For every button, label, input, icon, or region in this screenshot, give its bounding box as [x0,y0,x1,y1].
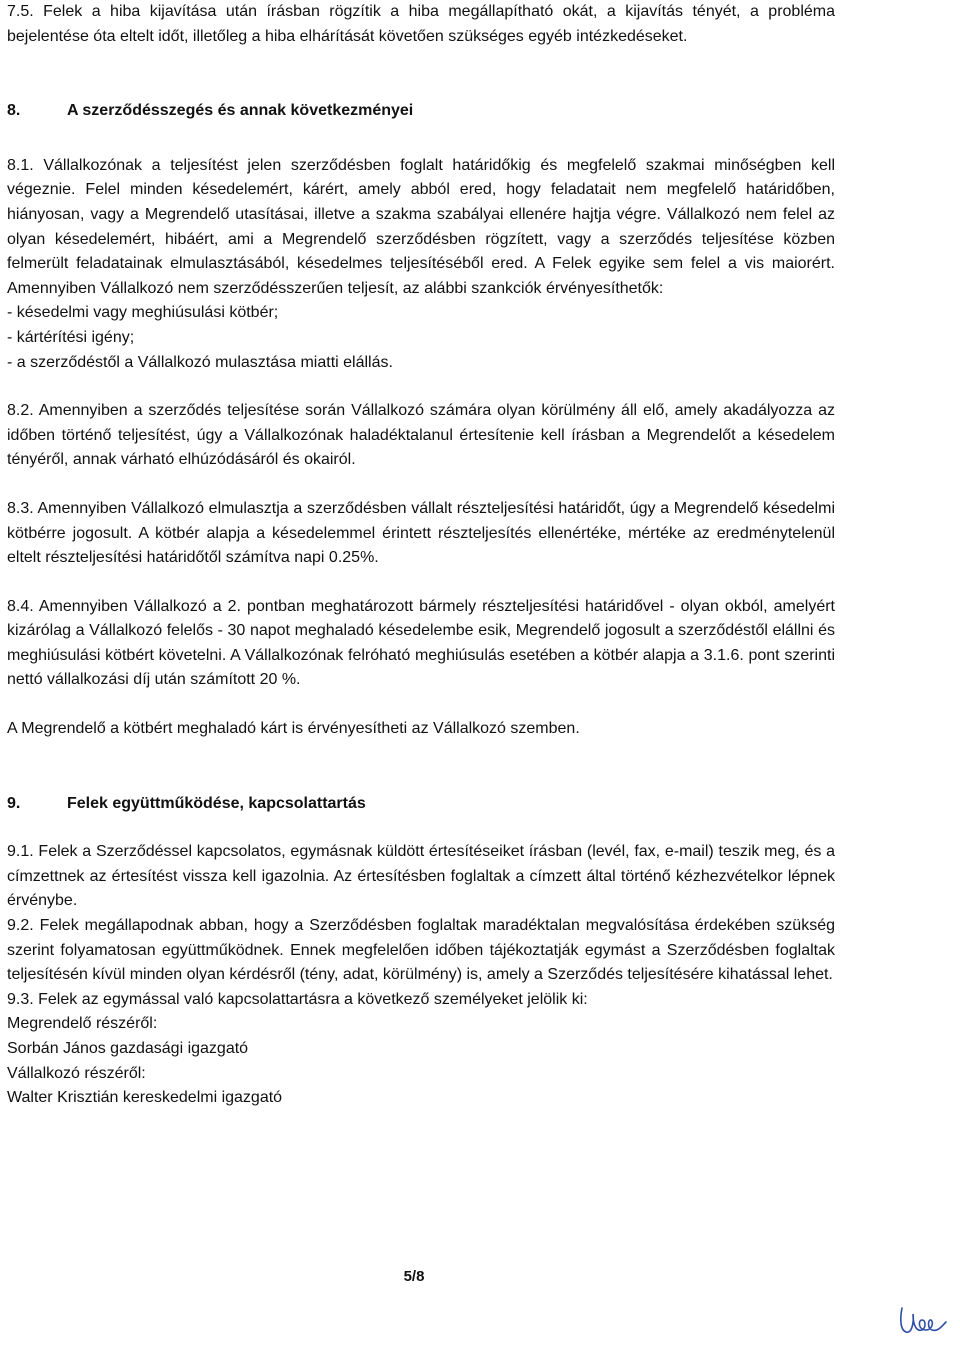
section-8-number: 8. [7,102,21,120]
section-9-number: 9. [7,794,21,812]
page-number: 5/8 [403,1268,425,1285]
section-9-title: Felek együttműködése, kapcsolattartás [67,794,366,812]
section-8-heading [7,99,835,124]
handwritten-initials [896,1300,952,1340]
sanction-item: - késedelmi vagy meghiúsulási kötbér; [7,304,279,322]
contact-line: Walter Krisztián kereskedelmi igazgató [7,1089,283,1107]
paragraph-9-2: 9.2. Felek megállapodnak abban, hogy a Szerződésben foglaltak maradéktalan megvalósítása érdekében szükség szerint folyamatosan együttműködnek. Ennek megfelelően időben tájékoztatják egymást a Szerződésben foglaltak teljesítésén kívül minden olyan kérdésről (tény, adat, körülmény) is, amely a Szerződés teljesítésére kihatással lehet. [7,917,835,984]
paragraph-9-1: 9.1. Felek a Szerződéssel kapcsolatos, egymásnak küldött értesítéseiket írásban (levél, fax, e-mail) teszik meg, és a címzettnek az értesítést vissza kell igazolnia. Az értesítésben foglaltak a címzett által történő kézhezvételkor lépnek érvénybe. [7,843,835,910]
sanction-item: - kártérítési igény; [7,328,135,346]
paragraph-8-2: 8.2. Amennyiben a szerződés teljesítése során Vállalkozó számára olyan körülmény áll elő, amely akadályozza az időben történő teljesítést, úgy a Vállalkozónak haladéktalanul értesítenie kell írásban a Megrendelőt a késedelem tényéről, annak várható elhúzódásáról és okairól. [7,402,835,469]
paragraph-9-3: 9.3. Felek az egymással való kapcsolattartásra a következő személyeket jelölik ki: [7,990,588,1008]
sanction-item: - a szerződéstől a Vállalkozó mulasztása miatti elállás. [7,353,393,371]
contact-line: Vállalkozó részéről: [7,1064,146,1082]
document-page [7,0,835,1111]
paragraph-8-4-note: A Megrendelő a kötbért meghaladó kárt is érvényesítheti az Vállalkozó szemben. [7,720,580,738]
section-8-title: A szerződésszegés és annak következményei [67,102,414,120]
paragraph-7-5: 7.5. Felek a hiba kijavítása után írásban rögzítik a hiba megállapítható okát, a kijavítás tényét, a probléma bejelentése óta eltelt időt, illetőleg a hiba elhárítását követően szükséges egyéb intézkedéseket. [7,3,835,45]
paragraph-8-3: 8.3. Amennyiben Vállalkozó elmulasztja a szerződésben vállalt részteljesítési határidőt, úgy a Megrendelő késedelmi kötbérre jogosult. A kötbér alapja a késedelemmel érintett részteljesítés ellenértéke, mértéke az eredménytelenül eltelt részteljesítési határidőtől számítva napi 0.25%. [7,499,835,567]
contact-line: Sorbán János gazdasági igazgató [7,1040,249,1057]
contact-line: Megrendelő részéről: [7,1015,158,1033]
section-9-heading [7,792,835,817]
paragraph-8-1: 8.1. Vállalkozónak a teljesítést jelen szerződésben foglalt határidőkig és megfelelő szakmai minőségben kell végeznie. Felel minden késedelemért, kárért, amely abból ered, hogy feladatait nem megfelelő határidőben, hiányosan, vagy a Megrendelő utasításai, illetve a szakma szabályai ellenére hajtja végre. Vállalkozó nem felel az olyan késedelemért, hibáért, ami a Megrendelő szerződésben rögzített, vagy a szerződés teljesítése közben felmerült feladatainak elmulasztásából, késedelmes teljesítéséből ered. A Felek egyike sem felel a vis maiorért. Amennyiben Vállalkozó nem szerződésszerűen teljesít, az alábbi szankciók érvényesíthetők: [7,156,835,297]
paragraph-8-4: 8.4. Amennyiben Vállalkozó a 2. pontban meghatározott bármely részteljesítési határidővel - olyan okból, amelyért kizárólag a Vállalkozó felelős - 30 napot meghaladó késedelembe esik, Megrendelő jogosult a szerződéstől elállni és meghiúsulási kötbért követelni. A Vállalkozónak felróható meghiúsulás esetében a kötbér alapja a 3.1.6. pont szerinti nettó vállalkozási díj után számított 20 %. [7,597,835,689]
